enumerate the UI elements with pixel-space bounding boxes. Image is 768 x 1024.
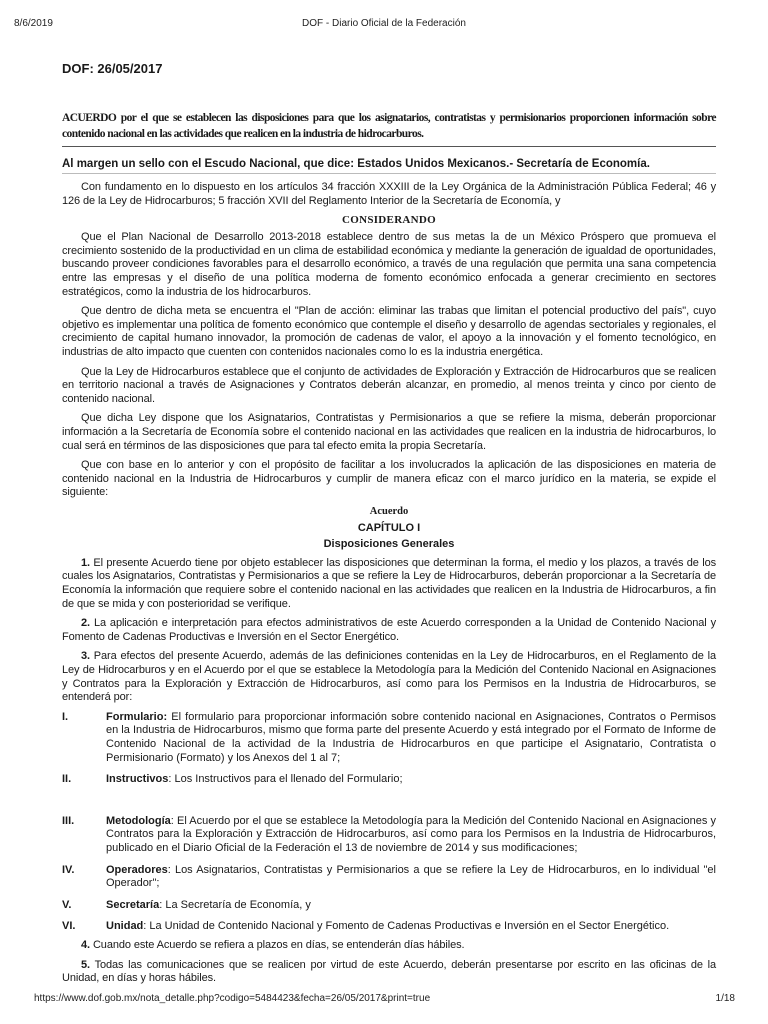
article-text: Para efectos del presente Acuerdo, además de las definiciones contenidas en la Ley de Hidrocarburos, en el Reglamento de la Ley de Hidrocarburos y en el Acuerdo por el que se establece la Metodología para la Medición del Contenido Nacional en Asignaciones y Contratos para la Exploración y Extracción de Hidrocarburos, así como para los Permisos en la Industria de Hidrocarburos, se entenderá por: <box>62 650 716 704</box>
definition-body <box>106 864 716 891</box>
article-2 <box>62 617 716 644</box>
definition-item <box>62 773 716 787</box>
definition-numeral: II. <box>62 773 72 786</box>
definition-numeral: V. <box>62 898 72 911</box>
definition-numeral: I. <box>62 710 69 723</box>
definition-numeral: VI. <box>62 920 76 933</box>
article-4 <box>62 939 716 953</box>
definition-item <box>62 711 716 765</box>
definition-item <box>62 899 716 913</box>
article-number: 3. <box>81 650 90 663</box>
definition-body <box>106 815 716 856</box>
article-number: 5. <box>81 958 90 971</box>
definition-term: Metodología <box>106 814 171 827</box>
considerando-paragraph: Que dentro de dicha meta se encuentra el "Plan de acción: eliminar las trabas que limitan el potencial productivo del país", cuyo objetivo es implementar una política de fomento económico que contemple el diseño y desarrollo de agendas sectoriales y regionales, el crecimiento de capital humano innovador, la promoción de cadenas de valor, el apoyo a la innovación y el fomento tecnológico, en industrias de alto impacto que cuenten con contenidos nacionales como lo es la industria energética. <box>62 305 716 358</box>
definition-text: : Los Instructivos para el llenado del Formulario; <box>168 773 403 786</box>
dof-date: DOF: 26/05/2017 <box>62 61 163 76</box>
definition-item <box>62 920 716 934</box>
considerando-paragraph: Que dicha Ley dispone que los Asignatarios, Contratistas y Permisionarios a que se refiere la misma, deberán proporcionar información a la Secretaría de Economía sobre el contenido nacional en las actividades que realicen en la industria de hidrocarburos, lo cual será en términos de las disposiciones que para tal efecto emita la propia Secretaría. <box>62 412 716 452</box>
definition-item <box>62 815 716 856</box>
article-5 <box>62 959 716 986</box>
print-date: 8/6/2019 <box>14 18 53 29</box>
margin-seal-note: Al margen un sello con el Escudo Nacional, que dice: Estados Unidos Mexicanos.- Secretaría de Economía. <box>62 158 716 174</box>
document-body <box>62 58 716 992</box>
print-page-number: 1/18 <box>715 993 735 1004</box>
chapter-title: Disposiciones Generales <box>323 537 455 550</box>
definition-term: Unidad <box>106 920 144 933</box>
considerando-paragraph: Que la Ley de Hidrocarburos establece que el conjunto de actividades de Exploración y Extracción de Hidrocarburos que se realicen en territorio nacional a través de Asignaciones y Contratos deberán alcanzar, en promedio, al menos treinta y cinco por ciento de contenido nacional. <box>62 365 716 405</box>
definition-text: : El Acuerdo por el que se establece la Metodología para la Medición del Contenido Nacional en Asignaciones y Contratos para la Exploración y Extracción de Hidrocarburos, así como para los Permisos en la Industria de Hidrocarburos, publicado en el Diario Oficial de la Federación el 13 de noviembre de 2014 y sus modificaciones; <box>106 814 716 854</box>
definition-body <box>106 711 716 765</box>
considerando-paragraph: Que con base en lo anterior y con el propósito de facilitar a los involucrados la aplicación de las disposiciones en materia de contenido nacional en la Industria de Hidrocarburos y cumplir de manera eficaz con el marco jurídico en la materia, se expide el siguiente: <box>62 459 716 499</box>
acuerdo-title: ACUERDO por el que se establecen las disposiciones para que los asignatarios, contratistas y permisionarios proporcionen información sobre contenido nacional en las actividades que realicen en la industria de hidrocarburos. <box>62 110 716 147</box>
definition-term: Secretaría <box>106 898 160 911</box>
article-1 <box>62 557 716 611</box>
definition-item <box>62 864 716 891</box>
article-text: El presente Acuerdo tiene por objeto establecer las disposiciones que determinan la forma, el medio y los plazos, a través de los cuales los Asignatarios, Contratistas y Permisionarios a que se refiere la Ley de Hidrocarburos, deberán proporcionar a la Secretaría de Economía la información que requiere sobre el contenido nacional en las actividades que realicen en la Industria de Hidrocarburos, a fin de que se mida y con posterioridad se verifique. <box>62 556 716 610</box>
definition-term: Instructivos <box>106 773 169 786</box>
print-url: https://www.dof.gob.mx/nota_detalle.php?codigo=5484423&fecha=26/05/2017&print=true <box>34 993 431 1004</box>
acuerdo-heading: Acuerdo <box>369 505 409 517</box>
intro-paragraph: Con fundamento en lo dispuesto en los artículos 34 fracción XXXIII de la Ley Orgánica de la Administración Pública Federal; 46 y 126 de la Ley de Hidrocarburos; 5 fracción XVII del Reglamento Interior de la Secretaría de Economía, y <box>62 181 716 207</box>
definition-text: : La Secretaría de Economía, y <box>159 898 311 911</box>
definition-text: : La Unidad de Contenido Nacional y Fomento de Cadenas Productivas e Inversión en el Sector Energético. <box>143 920 670 933</box>
definition-body <box>106 920 716 934</box>
article-number: 2. <box>81 617 90 630</box>
article-3 <box>62 650 716 704</box>
considerando-heading: CONSIDERANDO <box>341 214 437 227</box>
definition-text: : Los Asignatarios, Contratistas y Permisionarios a que se refiere la Ley de Hidrocarburos, en lo individual "el Operador"; <box>106 863 716 890</box>
article-text: La aplicación e interpretación para efectos administrativos de este Acuerdo corresponden a la Unidad de Contenido Nacional y Fomento de Cadenas Productivas e Inversión en el Sector Energético. <box>62 617 716 643</box>
considerando-paragraph: Que el Plan Nacional de Desarrollo 2013-2018 establece dentro de sus metas la de un México Próspero que promueva el crecimiento sostenido de la productividad en un clima de estabilidad económica y mediante la generación de igualdad de oportunidades, buscando proveer condiciones favorables para el desarrollo económico, a través de una regulación que permita una sana competencia entre las empresas y el diseño de una política moderna de fomento económico enfocada a generar crecimiento en sectores estratégicos, como la industria de los hidrocarburos. <box>62 231 716 298</box>
definition-numeral: III. <box>62 814 75 827</box>
definition-numeral: IV. <box>62 863 75 876</box>
chapter-heading: CAPÍTULO I <box>357 521 421 534</box>
definition-term: Operadores <box>106 863 168 876</box>
definition-body <box>106 899 716 913</box>
print-page-title: DOF - Diario Oficial de la Federación <box>302 18 466 29</box>
definition-text: El formulario para proporcionar información sobre contenido nacional en Asignaciones, Contratos o Permisos en la Industria de Hidrocarburos, mismo que forma parte del presente Acuerdo y está integrado por el Formato de Informe de Contenido Nacional de la actividad de la Industria de Hidrocarburos en que participe el Asignatario, Contratista o Permisionario (Formato) y los Anexos del 1 al 7; <box>106 710 716 764</box>
article-text: Cuando este Acuerdo se refiera a plazos en días, se entenderán días hábiles. <box>92 938 465 951</box>
definition-term: Formulario: <box>106 710 168 723</box>
definition-body <box>106 773 716 787</box>
article-text: Todas las comunicaciones que se realicen por virtud de este Acuerdo, deberán presentarse por escrito en las oficinas de la Unidad, en días y horas hábiles. <box>62 958 716 985</box>
article-number: 4. <box>81 938 90 951</box>
article-number: 1. <box>81 556 90 569</box>
